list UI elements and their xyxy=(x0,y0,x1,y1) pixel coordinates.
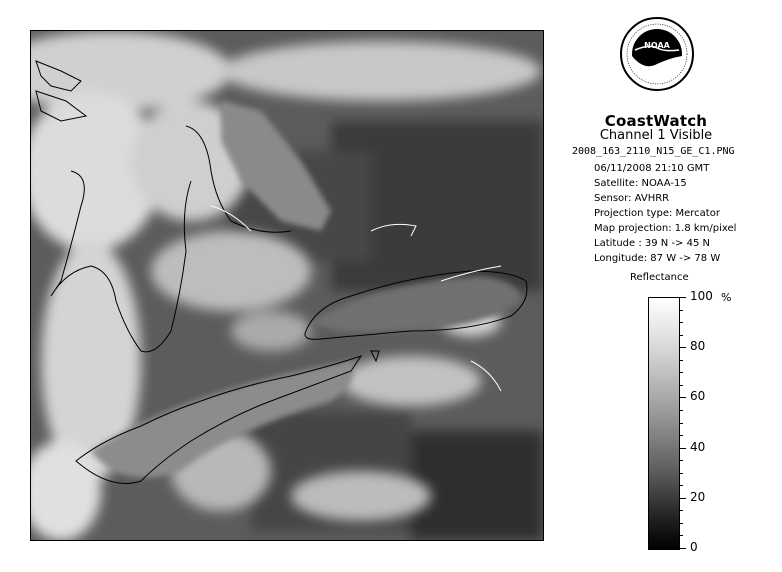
latitude-label: Latitude : 39 N -> 45 N xyxy=(594,238,710,249)
colorbar-minor-tick xyxy=(680,460,683,461)
colorbar-minor-tick xyxy=(680,322,683,323)
logo-center-text: NOAA xyxy=(644,41,670,50)
colorbar-unit: % xyxy=(721,291,732,304)
colorbar-minor-tick xyxy=(680,372,683,373)
colorbar-minor-tick xyxy=(680,435,683,436)
channel-subtitle: Channel 1 Visible xyxy=(599,128,713,143)
satellite-image xyxy=(30,30,544,541)
map-projection-label: Map projection: 1.8 km/pixel xyxy=(594,223,737,234)
sensor-label: Sensor: AVHRR xyxy=(594,193,670,204)
colorbar-tick-label: 100 xyxy=(690,289,713,303)
colorbar-major-tick xyxy=(680,397,686,398)
colorbar-minor-tick xyxy=(680,523,683,524)
colorbar-minor-tick xyxy=(680,485,683,486)
colorbar-tick-label: 80 xyxy=(690,339,706,354)
colorbar-minor-tick xyxy=(680,385,683,386)
colorbar-major-tick xyxy=(680,347,686,348)
colorbar-major-tick xyxy=(680,297,686,298)
colorbar-major-tick xyxy=(680,498,686,499)
colorbar-tick-label: 60 xyxy=(690,389,706,404)
reflectance-colorbar xyxy=(648,297,680,550)
filename-label: 2008_163_2110_N15_GE_C1.PNG xyxy=(572,146,735,157)
colorbar-major-tick xyxy=(680,448,686,449)
satellite-image-svg xyxy=(31,31,543,540)
noaa-logo-icon xyxy=(619,16,695,92)
colorbar-tick-label: 40 xyxy=(690,439,706,454)
colorbar-minor-tick xyxy=(680,310,683,311)
colorbar-minor-tick xyxy=(680,535,683,536)
app-title: CoastWatch xyxy=(604,112,708,130)
colorbar-minor-tick xyxy=(680,360,683,361)
colorbar-major-tick xyxy=(680,548,686,549)
colorbar-tick-label: 0 xyxy=(690,540,698,554)
datetime-label: 06/11/2008 21:10 GMT xyxy=(594,163,710,174)
longitude-label: Longitude: 87 W -> 78 W xyxy=(594,253,721,264)
satellite-label: Satellite: NOAA-15 xyxy=(594,178,687,189)
colorbar-title: Reflectance xyxy=(630,272,689,283)
colorbar-minor-tick xyxy=(680,335,683,336)
colorbar-minor-tick xyxy=(680,423,683,424)
colorbar-tick-label: 20 xyxy=(690,489,706,504)
projection-type-label: Projection type: Mercator xyxy=(594,208,720,219)
colorbar-minor-tick xyxy=(680,510,683,511)
colorbar-minor-tick xyxy=(680,410,683,411)
colorbar-minor-tick xyxy=(680,473,683,474)
